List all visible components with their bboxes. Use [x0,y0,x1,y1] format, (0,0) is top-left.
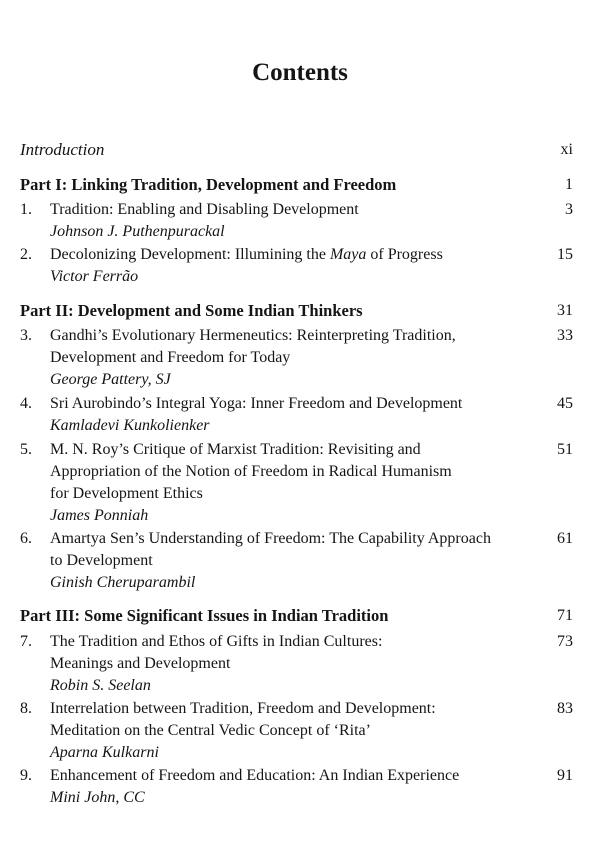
chapter-author: Kamladevi Kunkolienker [50,417,210,434]
chapter-number: 1. [20,201,32,218]
chapter-title-line: to Development [50,552,153,569]
chapter-title-line: Amartya Sen’s Understanding of Freedom: The Capability Approach [50,530,491,547]
page-number: xi [560,141,573,158]
chapter-title-end: of Progress [366,246,443,263]
page-number: 3 [565,201,573,218]
page-number: 45 [557,395,573,412]
page-number: 1 [565,176,573,193]
page-title: Contents [252,59,348,86]
chapter-author: Ginish Cheruparambil [50,574,196,591]
chapter-title-line: Gandhi’s Evolutionary Hermeneutics: Reinterpreting Tradition, [50,327,456,344]
chapter-title-line: Development and Freedom for Today [50,349,291,366]
page-number: 33 [557,327,573,344]
chapter-title-line: Meditation on the Central Vedic Concept of ‘Rita’ [50,722,371,739]
chapter-number: 7. [20,633,32,650]
chapter-title: Enhancement of Freedom and Education: An Indian Experience [50,767,460,784]
chapter-author: Robin S. Seelan [50,677,151,694]
page-number: 91 [557,767,573,784]
page-number: 73 [557,633,573,650]
chapter-title-line: Interrelation between Tradition, Freedom and Development: [50,700,436,717]
introduction-title: Introduction [20,140,105,159]
chapter-title: Tradition: Enabling and Disabling Development [50,201,359,218]
part-title: Part II: Development and Some Indian Thinkers [20,301,363,320]
page-number: 51 [557,441,573,458]
chapter-title-start: Decolonizing Development: Illumining the [50,246,330,263]
chapter-number: 8. [20,700,32,717]
chapter-title-line: The Tradition and Ethos of Gifts in Indian Cultures: [50,633,383,650]
chapter-title-line: Meanings and Development [50,655,231,672]
chapter-title: Sri Aurobindo’s Integral Yoga: Inner Freedom and Development [50,395,463,412]
chapter-author: Johnson J. Puthenpurackal [50,223,225,240]
chapter-title-line: for Development Ethics [50,485,203,502]
chapter-author: Victor Ferrão [50,268,139,285]
page-number: 31 [557,302,573,319]
page-number: 71 [557,607,573,624]
chapter-author: James Ponniah [50,507,149,524]
chapter-number: 2. [20,246,32,263]
page-number: 61 [557,530,573,547]
chapter-number: 3. [20,327,32,344]
chapter-title-line: M. N. Roy’s Critique of Marxist Tradition: Revisiting and [50,441,421,458]
chapter-number: 5. [20,441,32,458]
part-title: Part I: Linking Tradition, Development and Freedom [20,175,397,194]
chapter-author: George Pattery, SJ [50,371,171,388]
part-title: Part III: Some Significant Issues in Indian Tradition [20,606,389,625]
chapter-number: 9. [20,767,32,784]
chapter-author: Mini John, CC [50,789,145,806]
chapter-title-line: Appropriation of the Notion of Freedom in Radical Humanism [50,463,452,480]
page-number: 83 [557,700,573,717]
chapter-title [50,245,443,265]
chapter-title-italic-word: Maya [329,246,367,263]
page-number: 15 [557,246,573,263]
chapter-author: Aparna Kulkarni [50,744,159,761]
chapter-number: 6. [20,530,32,547]
chapter-number: 4. [20,395,32,412]
